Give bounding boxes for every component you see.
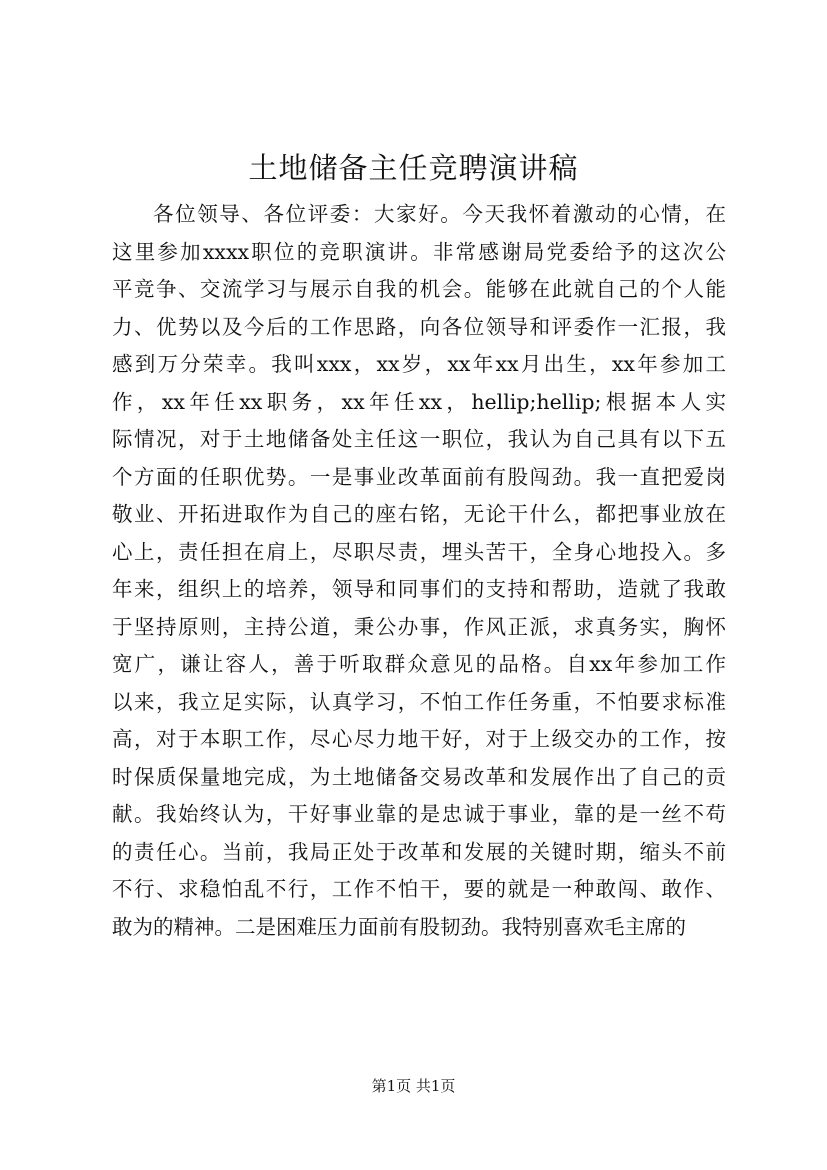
body-line: 敬业、开拓进取作为自己的座右铭，无论干什么，都把事业放在 <box>112 502 726 526</box>
body-line: 平竞争、交流学习与展示自我的机会。能够在此就自己的个人能 <box>112 277 726 301</box>
document-title: 土地储备主任竞聘演讲稿 <box>248 151 579 185</box>
body-line: 于坚持原则，主持公道，秉公办事，作风正派，求真务实，胸怀 <box>112 614 726 639</box>
body-line: 的责任心。当前，我局正处于改革和发展的关键时期，缩头不前 <box>112 839 726 864</box>
body-line: 这里参加xxxx职位的竞职演讲。非常感谢局党委给予的这次公 <box>112 239 726 264</box>
body-line: 高，对于本职工作，尽心尽力地干好，对于上级交办的工作，按 <box>112 727 726 751</box>
body-line: 敢为的精神。二是困难压力面前有股韧劲。我特别喜欢毛主席的 <box>112 914 686 939</box>
body-line: 各位领导、各位评委：大家好。今天我怀着激动的心情，在 <box>153 202 726 226</box>
body-line: 力、优势以及今后的工作思路，向各位领导和评委作一汇报，我 <box>112 314 726 339</box>
body-line: 时保质保量地完成，为土地储备交易改革和发展作出了自己的贡 <box>112 764 726 789</box>
body-line: 心上，责任担在肩上，尽职尽责，埋头苦干，全身心地投入。多 <box>112 539 726 564</box>
body-line: 以来，我立足实际，认真学习，不怕工作任务重，不怕要求标准 <box>112 689 726 714</box>
body-line: 宽广，谦让容人，善于听取群众意见的品格。自xx年参加工作 <box>112 652 726 676</box>
page-footer: 第1页 共1页 <box>371 1077 456 1095</box>
body-line: 际情况，对于土地储备处主任这一职位，我认为自己具有以下五 <box>112 427 726 451</box>
body-line: 感到万分荣幸。我叫xxx，xx岁，xx年xx月出生，xx年参加工 <box>112 352 726 376</box>
body-line: 献。我始终认为，干好事业靠的是忠诚于事业，靠的是一丝不苟 <box>112 802 726 826</box>
body-line: 年来，组织上的培养，领导和同事们的支持和帮助，造就了我敢 <box>112 577 726 601</box>
body-line: 个方面的任职优势。一是事业改革面前有股闯劲。我一直把爱岗 <box>112 464 726 489</box>
body-line: 不行、求稳怕乱不行，工作不怕干，要的就是一种敢闯、敢作、 <box>112 877 726 901</box>
body-line: 作，xx年任xx职务，xx年任xx，hellip;hellip;根据本人实 <box>112 389 726 414</box>
document-body <box>112 196 726 946</box>
